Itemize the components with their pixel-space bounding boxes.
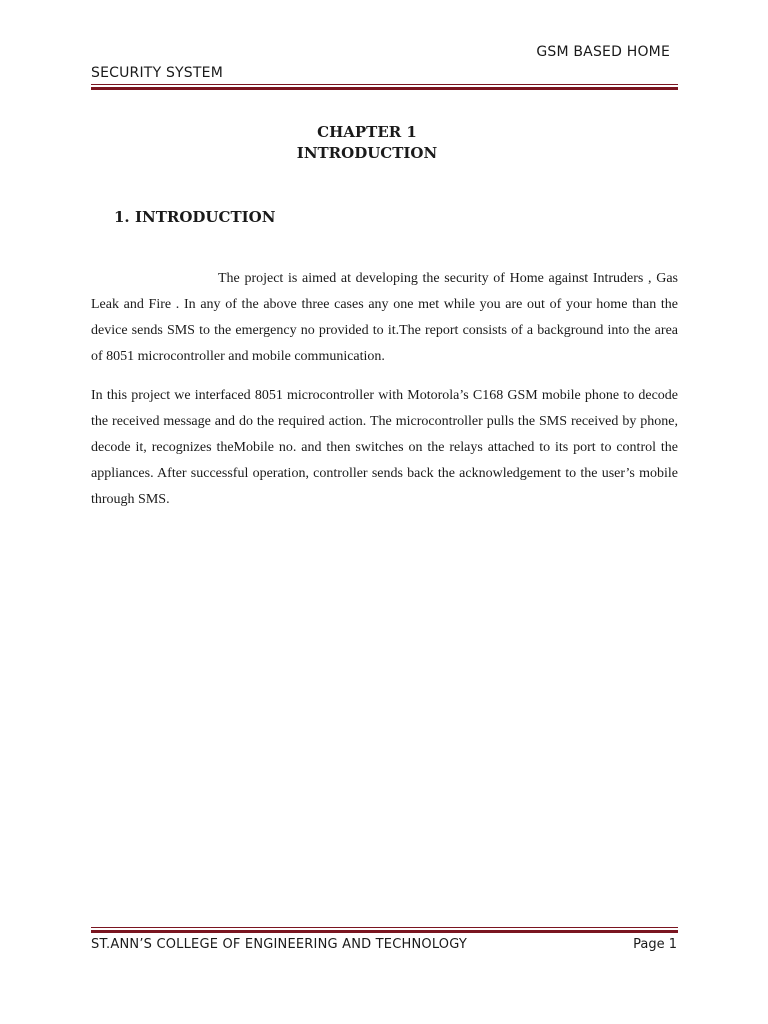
header-rule-thick	[91, 87, 678, 90]
section-number: 1.	[114, 208, 130, 226]
footer-rule-thick	[91, 930, 678, 933]
header-title-line1: GSM BASED HOME	[536, 44, 670, 60]
section-heading	[114, 208, 275, 226]
footer-institution: ST.ANN’S COLLEGE OF ENGINEERING AND TECHNOLOGY	[91, 937, 468, 952]
chapter-heading	[0, 122, 734, 164]
chapter-label: CHAPTER 1	[317, 123, 417, 141]
body-paragraph-2: In this project we interfaced 8051 microcontroller with Motorola’s C168 GSM mobile phone to decode the received message and do the required action. The microcontroller pulls the SMS received by phone, decode it, recognizes theMobile no. and then switches on the relays attached to its port to control the appliances. After successful operation, controller sends back the acknowledgement to the user’s mobile through SMS.	[91, 388, 678, 507]
section-title: INTRODUCTION	[135, 208, 276, 226]
chapter-title: INTRODUCTION	[296, 144, 438, 162]
footer-rule	[91, 927, 678, 933]
header-title-line2: SECURITY SYSTEM	[91, 65, 223, 81]
header-rule	[91, 84, 678, 90]
body-paragraph-1: The project is aimed at developing the security of Home against Intruders , Gas Leak and Fire . In any of the above three cases any one met while you are out of your home than the device sends SMS to the emergency no provided to it.The report consists of a background into the area of 8051 microcontroller and mobile communication.	[91, 271, 678, 364]
page-number: Page 1	[633, 937, 677, 952]
